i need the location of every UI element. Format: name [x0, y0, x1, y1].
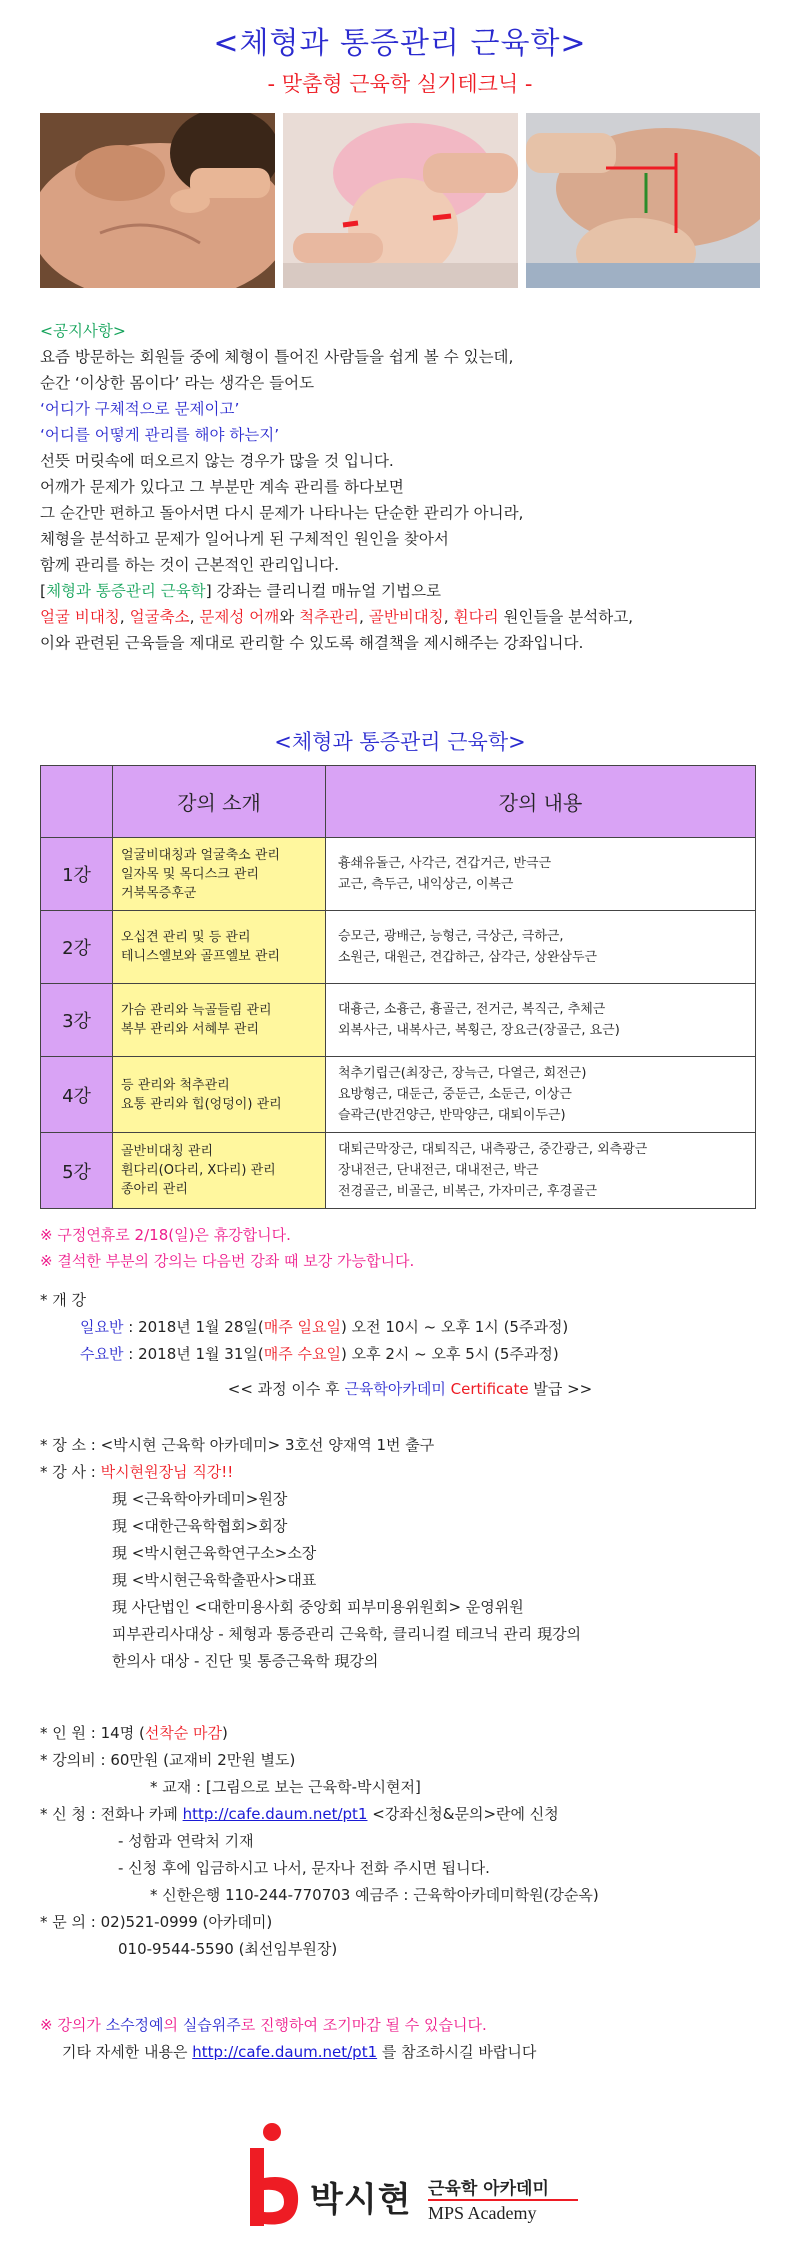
- info-section: [40, 1432, 780, 1675]
- problem-face-asymmetry: 얼굴 비대칭: [40, 608, 120, 626]
- footer-section: [40, 2012, 780, 2066]
- table-row: [41, 838, 756, 911]
- career-line: 한의사 대상 - 진단 및 통증근육학 現강의: [112, 1652, 379, 1670]
- notice-line: 함께 관리를 하는 것이 근본적인 관리입니다.: [40, 556, 340, 574]
- cafe-link[interactable]: http://cafe.daum.net/pt1: [192, 2043, 378, 2061]
- certificate-line: [40, 1376, 780, 1403]
- apply-step: - 성함과 연락처 기재: [118, 1832, 254, 1850]
- intro-line: 휜다리(O다리, X다리) 관리: [121, 1163, 276, 1178]
- academy-name: 근육학아카데미: [344, 1380, 446, 1398]
- capacity-text: * 인 원 : 14명 (: [40, 1724, 145, 1742]
- content-line: 소원근, 대원근, 견갑하근, 삼각근, 상완삼두근: [338, 950, 598, 965]
- early-close-warning: [40, 2012, 780, 2039]
- sunday-class-day: 매주 일요일: [263, 1318, 341, 1336]
- content-line: 슬곽근(반건양근, 반막양근, 대퇴이두근): [338, 1108, 566, 1123]
- lecture-content: [326, 1057, 756, 1133]
- problem-bowleg: 휜다리: [453, 608, 499, 626]
- lecture-number: 5강: [41, 1133, 113, 1209]
- content-line: 대흉근, 소흉근, 흉골근, 전거근, 복직근, 추체근: [338, 1002, 606, 1017]
- page-subtitle: - 맞춤형 근육학 실기테크닉 -: [267, 72, 533, 96]
- table-header-content: 강의 내용: [326, 766, 756, 838]
- content-line: 대퇴근막장근, 대퇴직근, 내측광근, 중간광근, 외측광근: [338, 1142, 648, 1157]
- apply-text: * 신 청 : 전화나 카페: [40, 1805, 183, 1823]
- wednesday-class-label: 수요반: [80, 1345, 124, 1363]
- notice-line: [40, 604, 780, 630]
- content-line: 요방형근, 대둔근, 중둔근, 소둔근, 이상근: [338, 1087, 572, 1102]
- schedule-section: [40, 1287, 780, 1403]
- lecture-content: [326, 1133, 756, 1209]
- warning-text: 로 진행하여 조기마감 될 수 있습니다.: [240, 2016, 487, 2034]
- teacher-line: [40, 1459, 780, 1486]
- wednesday-class-date: : 2018년 1월 31일(: [123, 1345, 264, 1363]
- table-row: [41, 984, 756, 1057]
- course-table: [40, 765, 756, 1209]
- lecture-intro: [113, 911, 326, 984]
- contact-line: 010-9544-5590 (최선임부원장): [118, 1940, 338, 1958]
- content-line: 승모근, 광배근, 능형근, 극상근, 극하근,: [338, 929, 564, 944]
- course-name-highlight: 체형과 통증관리 근육학: [46, 582, 206, 600]
- problem-face-reduction: 얼굴축소: [129, 608, 190, 626]
- intro-line: 종아리 관리: [121, 1182, 188, 1197]
- sunday-class-date: : 2018년 1월 28일(: [123, 1318, 264, 1336]
- warning-text: 의: [163, 2016, 183, 2034]
- notice-text: ] 강좌는 클리니컬 매뉴얼 기법으로: [205, 582, 442, 600]
- lecture-number: 4강: [41, 1057, 113, 1133]
- warning-text: ※ 강의가: [40, 2016, 106, 2034]
- certificate-word: Certificate: [450, 1380, 529, 1398]
- bank-line: * 신한은행 110-244-770703 예금주 : 근육학아카데미학원(강순옥): [150, 1886, 599, 1904]
- career-line: 現 <대한근육학협회>회장: [112, 1517, 288, 1535]
- certificate-text: << 과정 이수 후: [227, 1380, 345, 1398]
- capacity-line: [40, 1720, 780, 1747]
- problem-spine: 척추관리: [299, 608, 360, 626]
- career-line: 現 <박시현근육학출판사>대표: [112, 1571, 317, 1589]
- table-row: [41, 1057, 756, 1133]
- table-header-intro: 강의 소개: [113, 766, 326, 838]
- content-line: 교근, 측두근, 내익상근, 이복근: [338, 877, 514, 892]
- notice-line: 이와 관련된 근육들을 제대로 관리할 수 있도록 해결책을 제시해주는 강좌입니다.: [40, 634, 584, 652]
- intro-line: 거북목증후군: [121, 885, 197, 901]
- intro-line: 얼굴비대칭과 얼굴축소 관리: [121, 847, 280, 863]
- notice-text: 원인들을 분석하고,: [498, 608, 634, 626]
- holiday-note: ※ 구정연휴로 2/18(일)은 휴강합니다.: [40, 1226, 291, 1244]
- notice-line: 체형을 분석하고 문제가 일어나게 된 구체적인 원인을 찾아서: [40, 530, 449, 548]
- cafe-link[interactable]: http://cafe.daum.net/pt1: [182, 1805, 368, 1823]
- makeup-note: ※ 결석한 부분의 강의는 다음번 강좌 때 보강 가능합니다.: [40, 1252, 415, 1270]
- facial-massage-photo: [283, 113, 518, 288]
- problem-shoulder: 문제성 어깨: [199, 608, 280, 626]
- contact-line: * 문 의 : 02)521-0999 (아카데미): [40, 1913, 273, 1931]
- logo-divider: [428, 2199, 578, 2201]
- separator: ,: [189, 608, 200, 626]
- content-line: 전경골근, 비골근, 비복근, 가자미근, 후경골근: [338, 1184, 598, 1199]
- intro-line: 오십견 관리 및 등 관리: [121, 930, 251, 945]
- lecture-intro: [113, 838, 326, 911]
- massage-back-photo: [40, 113, 275, 288]
- intro-line: 일자목 및 목디스크 관리: [121, 866, 259, 882]
- notice-line: 요즘 방문하는 회원들 중에 체형이 틀어진 사람들을 쉽게 볼 수 있는데,: [40, 348, 514, 366]
- notice-line: 그 순간만 편하고 돌아서면 다시 문제가 나타나는 단순한 관리가 아니라,: [40, 504, 524, 522]
- apply-step: - 신청 후에 입금하시고 나서, 문자나 전화 주시면 됩니다.: [118, 1859, 490, 1877]
- table-title: <체형과 통증관리 근육학>: [274, 730, 526, 754]
- notice-line: 어깨가 문제가 있다고 그 부분만 계속 관리를 하다보면: [40, 478, 404, 496]
- separator: ,: [443, 608, 454, 626]
- logo-subtitle: 근육학 아카데미: [428, 2179, 549, 2199]
- problem-pelvis: 골반비대칭: [368, 608, 444, 626]
- back-muscle-photo: [526, 113, 760, 288]
- lecture-content: [326, 911, 756, 984]
- mps-academy-logo-icon: [240, 2120, 304, 2235]
- teacher-label: * 강 사 :: [40, 1463, 101, 1481]
- lecture-content: [326, 984, 756, 1057]
- table-header-row: [41, 766, 756, 838]
- academy-logo: [240, 2120, 580, 2235]
- more-info-text: 기타 자세한 내용은: [62, 2043, 193, 2061]
- apply-line: [40, 1801, 780, 1828]
- certificate-text: 발급 >>: [528, 1380, 593, 1398]
- notice-heading: <공지사항>: [40, 322, 126, 340]
- notes-section: [40, 1222, 414, 1274]
- warning-practice: 실습위주: [182, 2016, 241, 2034]
- wednesday-class-day: 매주 수요일: [263, 1345, 341, 1363]
- table-header-blank: [41, 766, 113, 838]
- intro-line: 요통 관리와 힙(엉덩이) 관리: [121, 1096, 282, 1112]
- lecture-intro: [113, 1057, 326, 1133]
- career-line: 피부관리사대상 - 체형과 통증관리 근육학, 클리니컬 테크닉 관리 現강의: [112, 1625, 582, 1643]
- logo-english: MPS Academy: [428, 2203, 537, 2223]
- career-line: 現 <근육학아카데미>원장: [112, 1490, 288, 1508]
- apply-text: <강좌신청&문의>란에 신청: [367, 1805, 559, 1823]
- page-title: <체형과 통증관리 근육학>: [213, 26, 587, 61]
- more-info-line: [40, 2039, 780, 2066]
- registration-section: [40, 1720, 780, 1963]
- sunday-class: [40, 1314, 780, 1341]
- career-line: 現 사단법인 <대한미용사회 중앙회 피부미용위원회> 운영위원: [112, 1598, 524, 1616]
- lecture-content: [326, 838, 756, 911]
- lecture-number: 1강: [41, 838, 113, 911]
- first-come-badge: 선착순 마감: [144, 1724, 223, 1742]
- sunday-class-time: ) 오전 10시 ~ 오후 1시 (5주과정): [340, 1318, 569, 1336]
- intro-line: 등 관리와 척추관리: [121, 1077, 230, 1093]
- separator: ,: [359, 608, 369, 626]
- photo-strip: [40, 113, 760, 288]
- notice-line: [40, 578, 780, 604]
- intro-line: 가슴 관리와 늑골들림 관리: [121, 1003, 272, 1018]
- teacher-name: 박시현원장님 직강!!: [100, 1463, 234, 1481]
- bracket-open: [: [40, 582, 47, 600]
- lecture-number: 2강: [41, 911, 113, 984]
- separator: ,: [119, 608, 130, 626]
- wednesday-class-time: ) 오후 2시 ~ 오후 5시 (5주과정): [340, 1345, 559, 1363]
- content-line: 외복사근, 내복사근, 복횡근, 장요근(장골근, 요근): [338, 1023, 620, 1038]
- schedule-label: * 개 강: [40, 1291, 87, 1309]
- capacity-text: ): [222, 1724, 228, 1742]
- content-line: 장내전근, 단내전근, 대내전근, 박근: [338, 1163, 539, 1178]
- notice-line-emphasis: ‘어디를 어떻게 관리를 해야 하는지’: [40, 426, 280, 444]
- fee-line: * 강의비 : 60만원 (교재비 2만원 별도): [40, 1751, 296, 1769]
- wednesday-class: [40, 1341, 780, 1368]
- notice-line: 순간 ‘이상한 몸이다’ 라는 생각은 들어도: [40, 374, 315, 392]
- lecture-number: 3강: [41, 984, 113, 1057]
- intro-line: 복부 관리와 서혜부 관리: [121, 1022, 259, 1037]
- career-line: 現 <박시현근육학연구소>소장: [112, 1544, 317, 1562]
- table-row: [41, 911, 756, 984]
- notice-section: [40, 318, 780, 656]
- textbook-line: * 교재 : [그림으로 보는 근육학-박시현저]: [150, 1778, 421, 1796]
- lecture-intro: [113, 984, 326, 1057]
- sunday-class-label: 일요반: [80, 1318, 124, 1336]
- lecture-intro: [113, 1133, 326, 1209]
- notice-line-emphasis: ‘어디가 구체적으로 문제이고’: [40, 400, 240, 418]
- content-line: 흉쇄유돌근, 사각근, 견갑거근, 반극근: [338, 856, 552, 871]
- place-line: * 장 소 : <박시현 근육학 아카데미> 3호선 양재역 1번 출구: [40, 1436, 435, 1454]
- notice-line: 선뜻 머릿속에 떠오르지 않는 경우가 많을 것 입니다.: [40, 452, 394, 470]
- intro-line: 테니스엘보와 골프엘보 관리: [121, 949, 280, 964]
- intro-line: 골반비대칭 관리: [121, 1144, 214, 1159]
- table-row: [41, 1133, 756, 1209]
- logo-name: 박시현: [310, 2180, 412, 2220]
- separator: 와: [279, 608, 300, 626]
- warning-small-class: 소수정예: [105, 2016, 164, 2034]
- more-info-text: 를 참조하시길 바랍니다: [377, 2043, 537, 2061]
- content-line: 척추기립근(최장근, 장늑근, 다열근, 회전근): [338, 1066, 587, 1081]
